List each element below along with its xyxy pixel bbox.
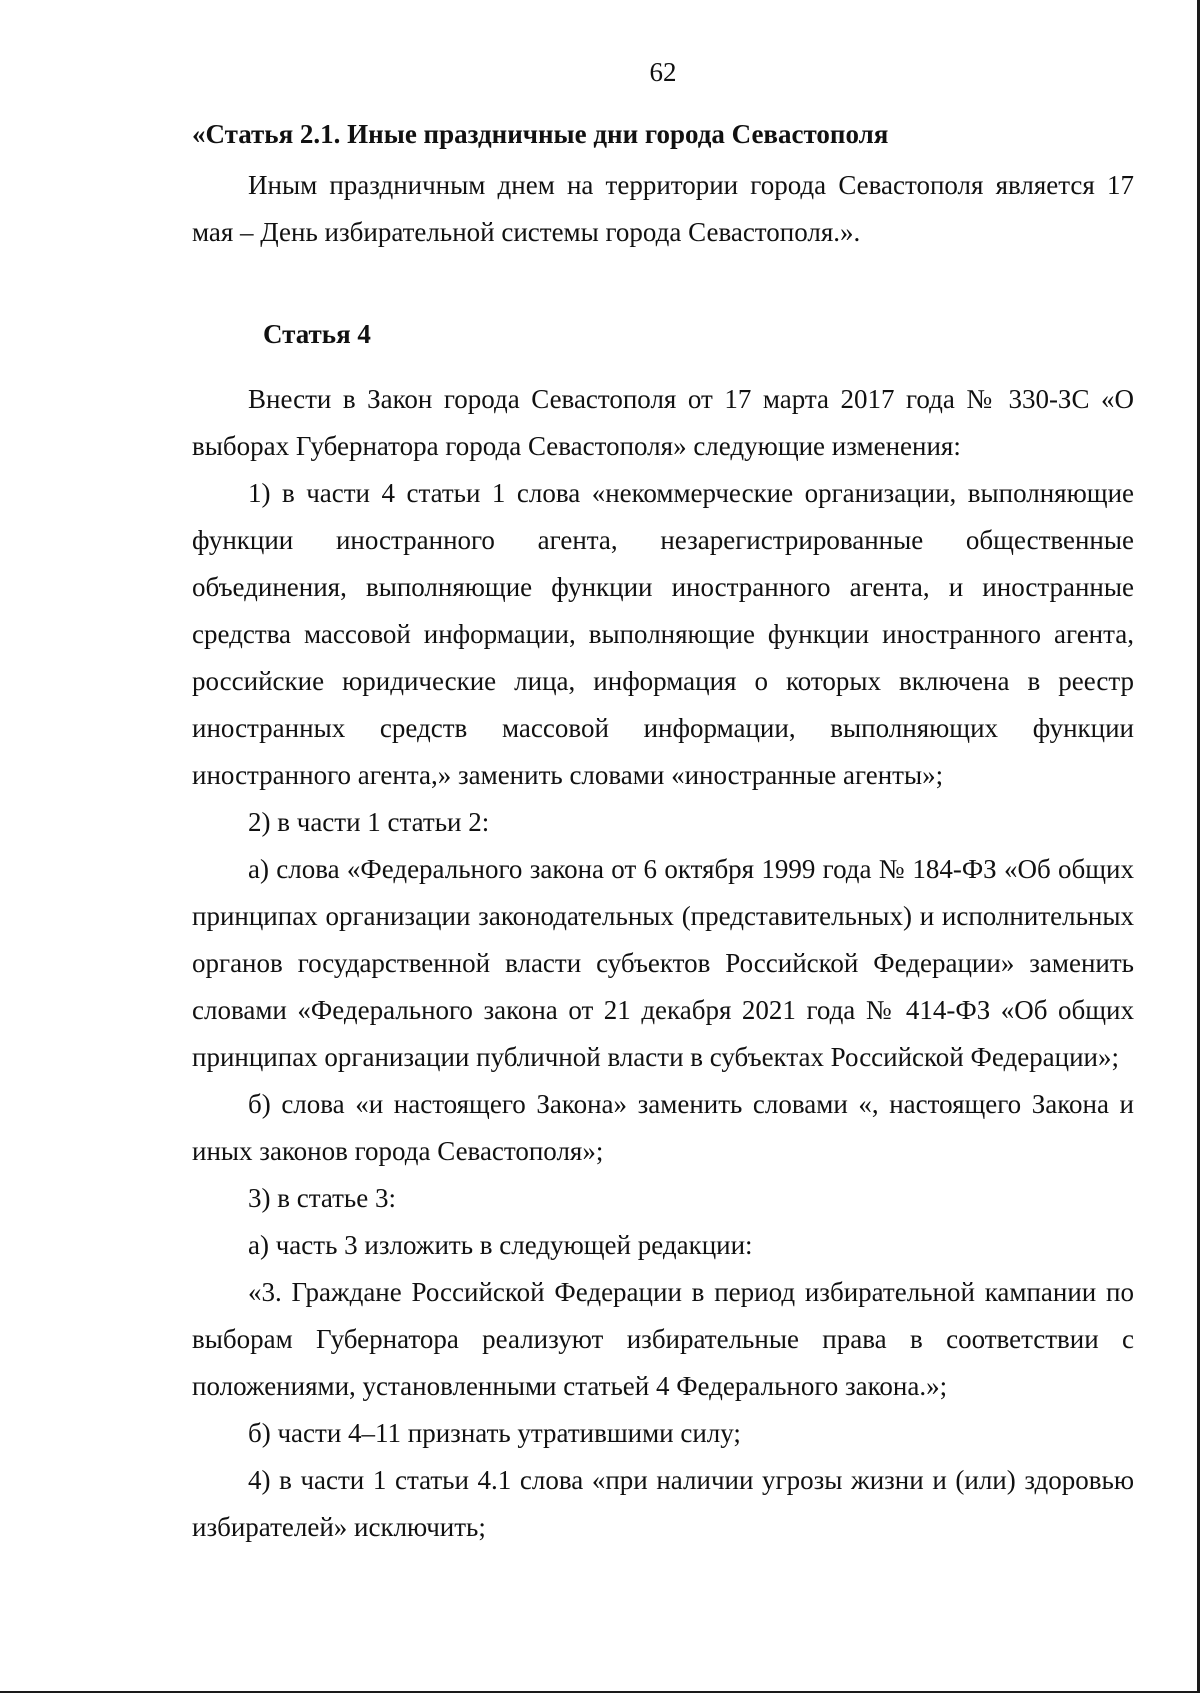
article-2-1-text: Иным праздничным днем на территории города Севастополя является 17 мая – День избирательной системы города Севастополя.».	[192, 170, 1134, 247]
page-number: 62	[649, 57, 677, 87]
article-4-heading: Статья 4	[263, 319, 371, 349]
amendment-item-2b: б) слова «и настоящего Закона» заменить словами «, настоящего Закона и иных законов города Севастополя»;	[192, 1089, 1134, 1166]
amendment-item-3b: б) части 4–11 признать утратившими силу;	[248, 1418, 741, 1448]
amendment-item-4: 4) в части 1 статьи 4.1 слова «при наличии угрозы жизни и (или) здоровью избирателей» исключить;	[192, 1465, 1134, 1542]
amendment-item-2: 2) в части 1 статьи 2:	[248, 807, 490, 837]
amendment-item-1: 1) в части 4 статьи 1 слова «некоммерческие организации, выполняющие функции иностранного агента, незарегистрированные общественные объединения, выполняющие функции иностранного агента, и иностранные средства массовой информации, выполняющие функции иностранного агента, российские юридические лица, информация о которых включена в реестр иностранных средств массовой информации, выполняющих функции иностранного агента,» заменить словами «иностранные агенты»;	[192, 478, 1134, 790]
amendment-item-3: 3) в статье 3:	[248, 1183, 396, 1213]
amendment-item-2a: а) слова «Федерального закона от 6 октября 1999 года № 184-ФЗ «Об общих принципах организации законодательных (представительных) и исполнительных органов государственной власти субъектов Российской Федерации» заменить словами «Федерального закона от 21 декабря 2021 года № 414-ФЗ «Об общих принципах организации публичной власти в субъектах Российской Федерации»;	[192, 854, 1134, 1072]
amendment-item-3a: а) часть 3 изложить в следующей редакции:	[248, 1230, 753, 1260]
amendment-item-3a-text: «3. Граждане Российской Федерации в период избирательной кампании по выборам Губернатора реализуют избирательные права в соответствии с положениями, установленными статьей 4 Федерального закона.»;	[192, 1277, 1134, 1401]
article-4-intro: Внести в Закон города Севастополя от 17 марта 2017 года № 330-ЗС «О выборах Губернатора города Севастополя» следующие изменения:	[192, 384, 1134, 461]
article-2-1-heading: «Статья 2.1. Иные праздничные дни города Севастополя	[192, 119, 889, 149]
document-page	[192, 52, 1134, 1551]
